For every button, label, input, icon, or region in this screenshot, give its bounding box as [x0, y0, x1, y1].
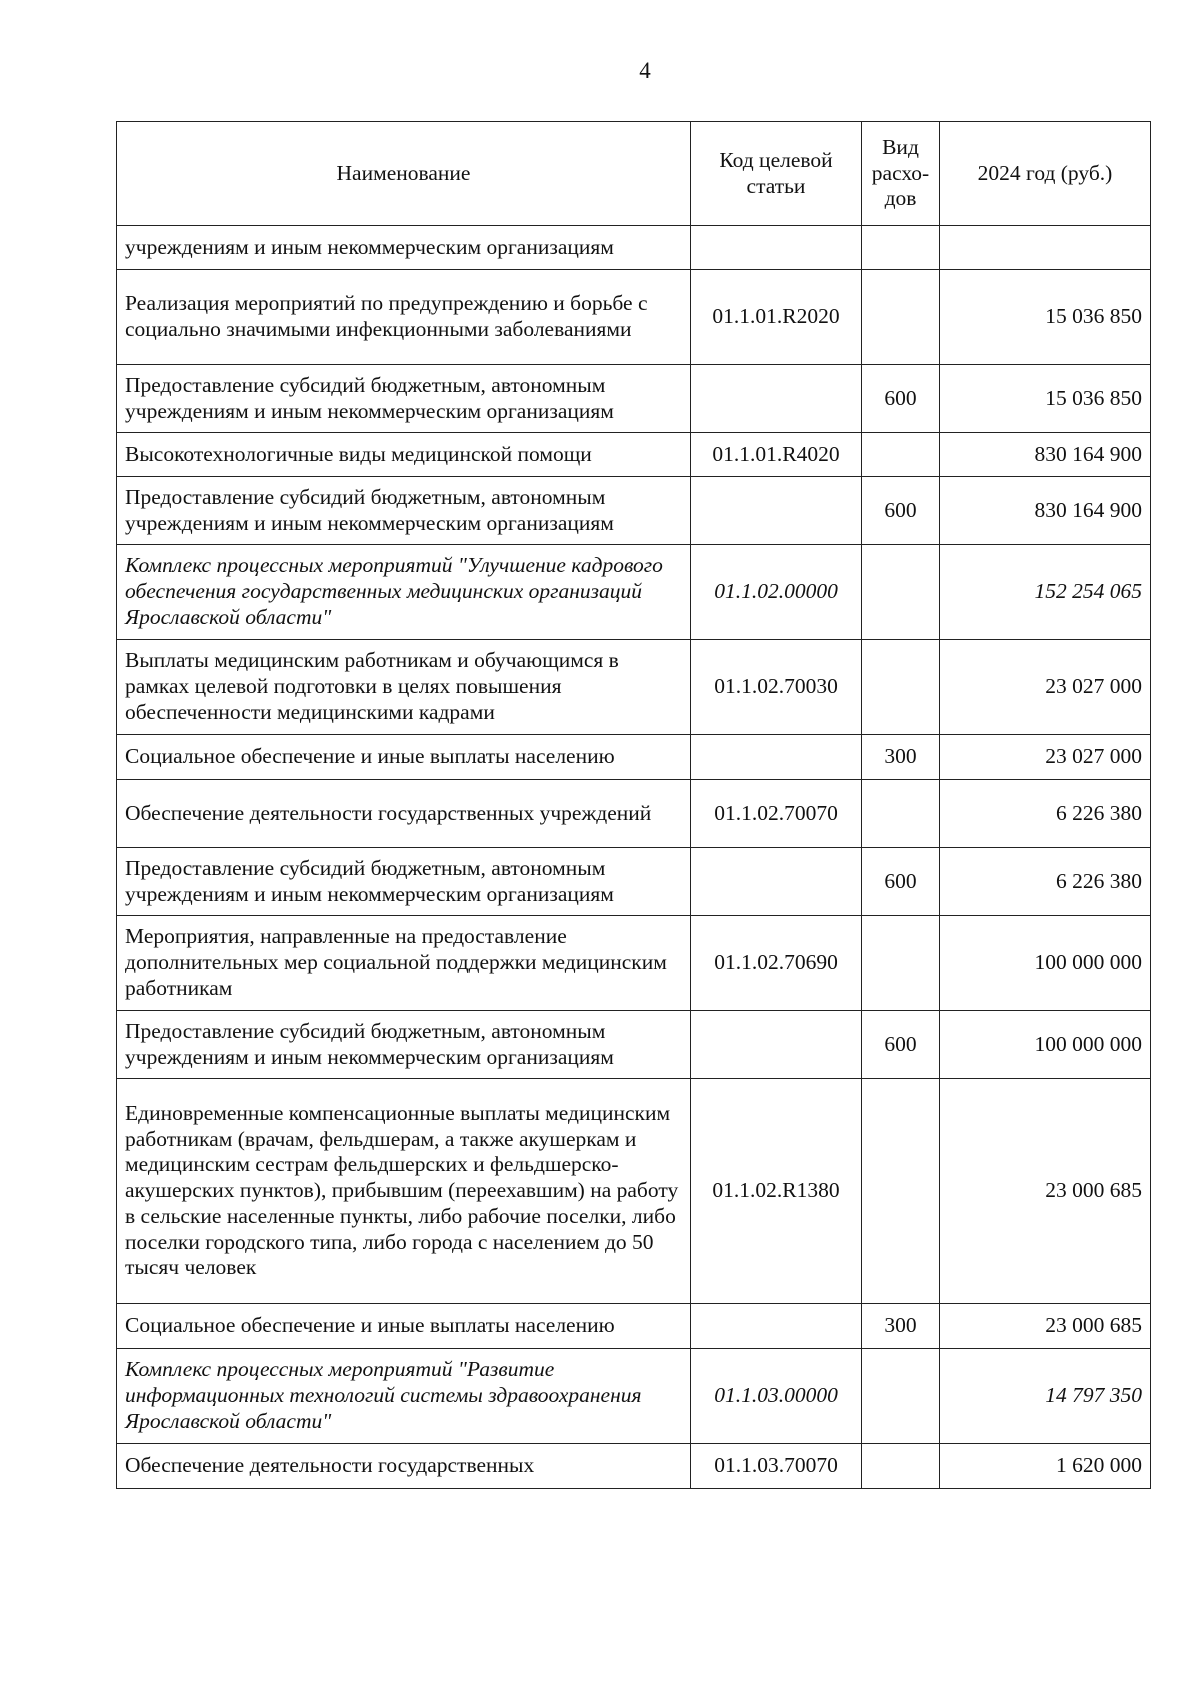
row-code-cell [691, 365, 862, 433]
row-amount-cell: 830 164 900 [940, 433, 1151, 477]
table-header-row [117, 122, 1151, 226]
row-code-cell: 01.1.02.70030 [691, 640, 862, 735]
row-name-cell: Реализация мероприятий по предупреждению и борьбе с социально значимыми инфекционными заболеваниями [117, 270, 691, 365]
row-type-cell [862, 226, 940, 270]
row-amount-cell: 14 797 350 [940, 1349, 1151, 1444]
row-type-cell [862, 1349, 940, 1444]
table-row [117, 270, 1151, 365]
row-code-cell [691, 1011, 862, 1079]
budget-table [116, 121, 1151, 1489]
table-row [117, 1079, 1151, 1304]
row-type-cell [862, 1079, 940, 1304]
header-code: Код целевой статьи [691, 122, 862, 226]
table-row [117, 848, 1151, 916]
row-name-cell: учреждениям и иным некоммерческим организациям [117, 226, 691, 270]
row-type-cell [862, 545, 940, 640]
row-name-cell: Социальное обеспечение и иные выплаты населению [117, 735, 691, 780]
row-code-cell [691, 226, 862, 270]
row-amount-cell: 23 027 000 [940, 640, 1151, 735]
row-name-cell: Комплекс процессных мероприятий "Развитие информационных технологий системы здравоохранения Ярославской области" [117, 1349, 691, 1444]
table-row [117, 1011, 1151, 1079]
row-name-cell: Предоставление субсидий бюджетным, автономным учреждениям и иным некоммерческим организациям [117, 365, 691, 433]
row-amount-cell: 15 036 850 [940, 270, 1151, 365]
table-row [117, 780, 1151, 848]
table-row [117, 226, 1151, 270]
row-code-cell: 01.1.01.R2020 [691, 270, 862, 365]
row-code-cell: 01.1.02.70690 [691, 916, 862, 1011]
row-name-cell: Высокотехнологичные виды медицинской помощи [117, 433, 691, 477]
row-code-cell: 01.1.03.00000 [691, 1349, 862, 1444]
row-name-cell: Единовременные компенсационные выплаты медицинским работникам (врачам, фельдшерам, а также акушеркам и медицинским сестрам фельдшерских и фельдшерско-акушерских пунктов), прибывшим (переехавшим) на работу в сельские населенные пункты, либо рабочие поселки, либо поселки городского типа, либо города с населением до 50 тысяч человек [117, 1079, 691, 1304]
row-amount-cell: 23 000 685 [940, 1304, 1151, 1349]
page-number: 4 [639, 58, 651, 83]
row-amount-cell: 100 000 000 [940, 916, 1151, 1011]
row-code-cell [691, 735, 862, 780]
table-row [117, 735, 1151, 780]
table-row [117, 545, 1151, 640]
row-type-cell: 300 [862, 735, 940, 780]
row-amount-cell: 152 254 065 [940, 545, 1151, 640]
table-row [117, 916, 1151, 1011]
row-type-cell [862, 640, 940, 735]
table-row [117, 1444, 1151, 1489]
table-row [117, 477, 1151, 545]
table-row [117, 365, 1151, 433]
row-type-cell [862, 433, 940, 477]
row-name-cell: Предоставление субсидий бюджетным, автономным учреждениям и иным некоммерческим организациям [117, 848, 691, 916]
row-name-cell: Предоставление субсидий бюджетным, автономным учреждениям и иным некоммерческим организациям [117, 1011, 691, 1079]
row-code-cell: 01.1.03.70070 [691, 1444, 862, 1489]
row-type-cell: 600 [862, 1011, 940, 1079]
table-row [117, 1349, 1151, 1444]
header-type: Вид расхо-дов [862, 122, 940, 226]
row-code-cell [691, 477, 862, 545]
row-name-cell: Выплаты медицинским работникам и обучающимся в рамках целевой подготовки в целях повышения обеспеченности медицинскими кадрами [117, 640, 691, 735]
row-name-cell: Мероприятия, направленные на предоставление дополнительных мер социальной поддержки медицинским работникам [117, 916, 691, 1011]
row-type-cell: 600 [862, 365, 940, 433]
row-type-cell [862, 1444, 940, 1489]
row-type-cell [862, 780, 940, 848]
row-amount-cell: 23 000 685 [940, 1079, 1151, 1304]
table-row [117, 433, 1151, 477]
table-body [117, 226, 1151, 1489]
header-name: Наименование [117, 122, 691, 226]
header-amount: 2024 год (руб.) [940, 122, 1151, 226]
row-code-cell: 01.1.02.00000 [691, 545, 862, 640]
row-type-cell [862, 270, 940, 365]
row-name-cell: Социальное обеспечение и иные выплаты населению [117, 1304, 691, 1349]
row-code-cell: 01.1.02.R1380 [691, 1079, 862, 1304]
row-name-cell: Обеспечение деятельности государственных [117, 1444, 691, 1489]
row-amount-cell: 15 036 850 [940, 365, 1151, 433]
row-type-cell: 600 [862, 477, 940, 545]
row-amount-cell: 1 620 000 [940, 1444, 1151, 1489]
row-amount-cell: 6 226 380 [940, 780, 1151, 848]
row-code-cell [691, 848, 862, 916]
row-amount-cell: 830 164 900 [940, 477, 1151, 545]
row-name-cell: Комплекс процессных мероприятий "Улучшение кадрового обеспечения государственных медицинских организаций Ярославской области" [117, 545, 691, 640]
row-amount-cell: 6 226 380 [940, 848, 1151, 916]
row-name-cell: Предоставление субсидий бюджетным, автономным учреждениям и иным некоммерческим организациям [117, 477, 691, 545]
table-row [117, 1304, 1151, 1349]
row-name-cell: Обеспечение деятельности государственных учреждений [117, 780, 691, 848]
row-type-cell [862, 916, 940, 1011]
row-type-cell: 600 [862, 848, 940, 916]
table-row [117, 640, 1151, 735]
row-code-cell: 01.1.02.70070 [691, 780, 862, 848]
row-amount-cell: 100 000 000 [940, 1011, 1151, 1079]
row-code-cell: 01.1.01.R4020 [691, 433, 862, 477]
row-amount-cell: 23 027 000 [940, 735, 1151, 780]
row-amount-cell [940, 226, 1151, 270]
row-type-cell: 300 [862, 1304, 940, 1349]
row-code-cell [691, 1304, 862, 1349]
